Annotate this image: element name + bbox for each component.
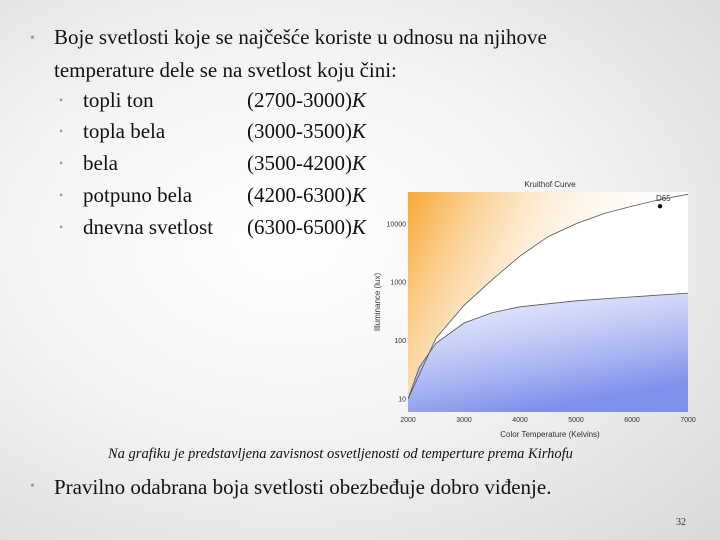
temperature-range: (3500-4200)K bbox=[247, 151, 366, 175]
chart-ylabel: Illuminance (lux) bbox=[373, 272, 382, 332]
d65-point bbox=[658, 204, 662, 208]
x-tick-label: 2000 bbox=[400, 417, 416, 424]
conclusion-text: Pravilno odabrana boja svetlosti obezbeđuje dobro viđenje. bbox=[54, 475, 552, 499]
sub-bullet-marker: • bbox=[59, 220, 64, 234]
y-tick-label: 10000 bbox=[386, 221, 406, 229]
y-tick-label: 1000 bbox=[390, 279, 406, 287]
sub-bullet-label: topli ton bbox=[83, 88, 154, 112]
main-bullet-line2: temperature dele se na svetlost koju čini: bbox=[54, 58, 397, 82]
y-tick-label: 100 bbox=[394, 338, 406, 346]
sub-bullet-marker: • bbox=[59, 93, 64, 107]
sub-bullet-label: bela bbox=[83, 151, 118, 175]
sub-bullet-label: dnevna svetlost bbox=[83, 215, 214, 239]
sub-bullet-marker: • bbox=[59, 188, 64, 202]
temperature-range: (4200-6300)K bbox=[247, 183, 366, 207]
bullet-marker: • bbox=[30, 479, 35, 494]
d65-label: D65 bbox=[656, 194, 671, 204]
slide-number: 32 bbox=[676, 517, 686, 528]
sub-bullet-label: potpuno bela bbox=[83, 183, 193, 207]
chart-xlabel: Color Temperature (Kelvins) bbox=[500, 430, 600, 439]
main-bullet-line1: Boje svetlosti koje se najčešće koriste u odnosu na njihove bbox=[54, 25, 547, 49]
kruithof-chart bbox=[368, 175, 698, 443]
x-tick-label: 4000 bbox=[512, 417, 528, 424]
temperature-range: (3000-3500)K bbox=[247, 119, 366, 143]
sub-bullet-marker: • bbox=[59, 124, 64, 138]
chart-title: Kruithof Curve bbox=[524, 180, 576, 189]
temperature-range: (2700-3000)K bbox=[247, 88, 366, 112]
temperature-range: (6300-6500)K bbox=[247, 215, 366, 239]
x-tick-label: 3000 bbox=[456, 417, 472, 424]
bullet-marker: • bbox=[30, 31, 35, 46]
x-tick-label: 6000 bbox=[624, 417, 640, 424]
y-tick-label: 10 bbox=[398, 396, 406, 404]
sub-bullet-label: topla bela bbox=[83, 119, 166, 143]
x-tick-label: 5000 bbox=[568, 417, 584, 424]
chart-caption: Na grafiku je predstavljena zavisnost osvetljenosti od temperture prema Kirhofu bbox=[108, 446, 573, 462]
x-tick-label: 7000 bbox=[680, 417, 696, 424]
sub-bullet-marker: • bbox=[59, 156, 64, 170]
